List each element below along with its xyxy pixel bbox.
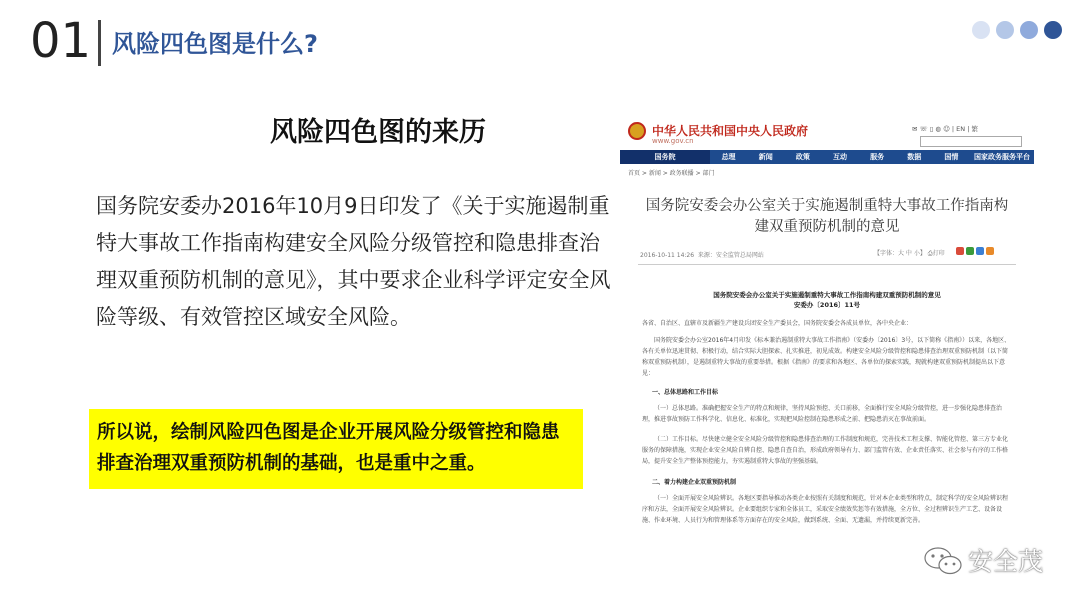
watermark-text: 安全茂 — [968, 547, 1044, 576]
doc-nav-item: 服务 — [870, 153, 885, 161]
doc-nav-item: 政策 — [795, 153, 810, 161]
doc-font-size: 【字体：大 中 小】 — [874, 250, 926, 257]
share-qzone-icon — [976, 247, 984, 255]
doc-number: 安委办〔2016〕11号 — [793, 301, 861, 309]
doc-nav-item: 新闻 — [758, 153, 773, 161]
section-number: 01 — [30, 13, 92, 69]
share-weibo-icon — [956, 247, 964, 255]
doc-nav-item: 互动 — [832, 153, 847, 161]
doc-nav-item: 国情 — [944, 153, 959, 161]
header-divider — [98, 20, 101, 66]
print-icon: ⎙ — [927, 250, 933, 257]
highlight-text: 所以说，绘制风险四色图是企业开展风险分级管控和隐患排查治理双重预防机制的基础，也是重中之重。 — [97, 422, 560, 474]
doc-paragraph: 国务院安委会办公室2016年4月印发《标本兼治遏制重特大事故工作指南》（安委办〔2016〕3号，以下简称《指南》）以来，各地区、各有关单位迅速贯彻、积极行动，结合实际大胆探索、扎实推进，初见成效。构建安全风险分级管控和隐患排查治理双重预防机制（以下简称双重预防机制），是遏制重特大事故的重要举措。根据《指南》的要求和各地区、各单位的探索实践，现就构建双重预防机制提出以下意见： — [642, 337, 1011, 377]
doc-nav-item: 国家政务服务平台 — [973, 153, 1030, 161]
doc-source: 来源：安全监管总局网站 — [697, 252, 764, 259]
doc-top-links: ✉ ☏ ▯ ◍ ☺ | EN | 繁 — [912, 125, 978, 133]
doc-date: 2016-10-11 14:26 — [640, 252, 695, 259]
doc-search-input — [920, 136, 1022, 147]
doc-heading: 二、着力构建企业双重预防机制 — [652, 479, 737, 486]
body-text: 国务院安委办2016年10月9日印发了《关于实施遏制重特大事故工作指南构建安全风险分级管控和隐患排查治理双重预防机制的意见》，其中要求企业科学评定安全风险等级、有效管控区域安全风险。 — [96, 194, 611, 329]
doc-meta — [640, 250, 764, 259]
decorative-dot-2 — [996, 21, 1014, 39]
share-wechat-icon — [966, 247, 974, 255]
decorative-dot-1 — [972, 21, 990, 39]
doc-print: 打印 — [932, 250, 945, 257]
document-screenshot — [620, 116, 1034, 540]
doc-paragraph: （二）工作目标。尽快建立健全安全风险分级管控和隐患排查治理的工作制度和规范，完善技术工程支撑、智能化管控、第三方专业化服务的保障措施，实现企业安全风险自辨自控、隐患自查自治，形成政府领导有力、部门监管有效、企业责任落实、社会参与有序的工作格局，提升安全生产整体预控能力，夯实遏制重特大事故的坚强基础。 — [642, 436, 1009, 465]
doc-divider — [638, 264, 1016, 265]
content-subtitle: 风险四色图的来历 — [270, 117, 486, 148]
doc-title: 国务院安委会办公室关于实施遏制重特大事故工作指南构建双重预防机制的意见 — [645, 198, 1009, 235]
wechat-logo-icon — [922, 545, 964, 577]
decorative-dot-4 — [1044, 21, 1062, 39]
doc-paragraph: （一）全面开展安全风险辨识。各地区要指导推动各类企业按照有关制度和规范，针对本企业类型和特点，制定科学的安全风险辨识程序和方法，全面开展安全风险辨识。企业要组织专家和全体员工，采取安全绩效奖惩等有效措施，全方位、全过程辨识生产工艺、设备设施、作业环境、人员行为和管理体系等方面存在的安全风险，做到系统、全面、无遗漏，并持续更新完善。 — [642, 495, 1009, 524]
doc-heading: 一、总体思路和工作目标 — [652, 389, 719, 396]
doc-breadcrumb: 首页 > 新闻 > 政务联播 > 部门 — [628, 170, 715, 177]
doc-meta-tools — [874, 248, 945, 258]
doc-nav-item: 总理 — [721, 153, 736, 161]
doc-paragraph: （一）总体思路。准确把握安全生产的特点和规律，坚持风险预控、关口前移，全面推行安全风险分级管控，进一步强化隐患排查治理，推进事故预防工作科学化、信息化、标准化，实现把风险控制在隐患形成之前、把隐患消灭在事故前面。 — [642, 405, 1003, 423]
doc-nav-bar — [620, 150, 1034, 164]
doc-nav-item: 国务院 — [620, 150, 710, 164]
national-emblem-icon — [628, 122, 646, 140]
decorative-dot-3 — [1020, 21, 1038, 39]
doc-site-name: 中华人民共和国中央人民政府 — [652, 124, 809, 138]
share-more-icon — [986, 247, 994, 255]
doc-addressee: 各省、自治区、直辖市及新疆生产建设兵团安全生产委员会，国务院安委会各成员单位，各中央企业： — [642, 320, 913, 327]
section-title: 风险四色图是什么? — [112, 30, 318, 58]
doc-sub-title: 国务院安委会办公室关于实施遏制重特大事故工作指南构建双重预防机制的意见 — [713, 291, 941, 299]
doc-site-url: www.gov.cn — [652, 137, 694, 145]
doc-nav-item: 数据 — [907, 153, 922, 161]
